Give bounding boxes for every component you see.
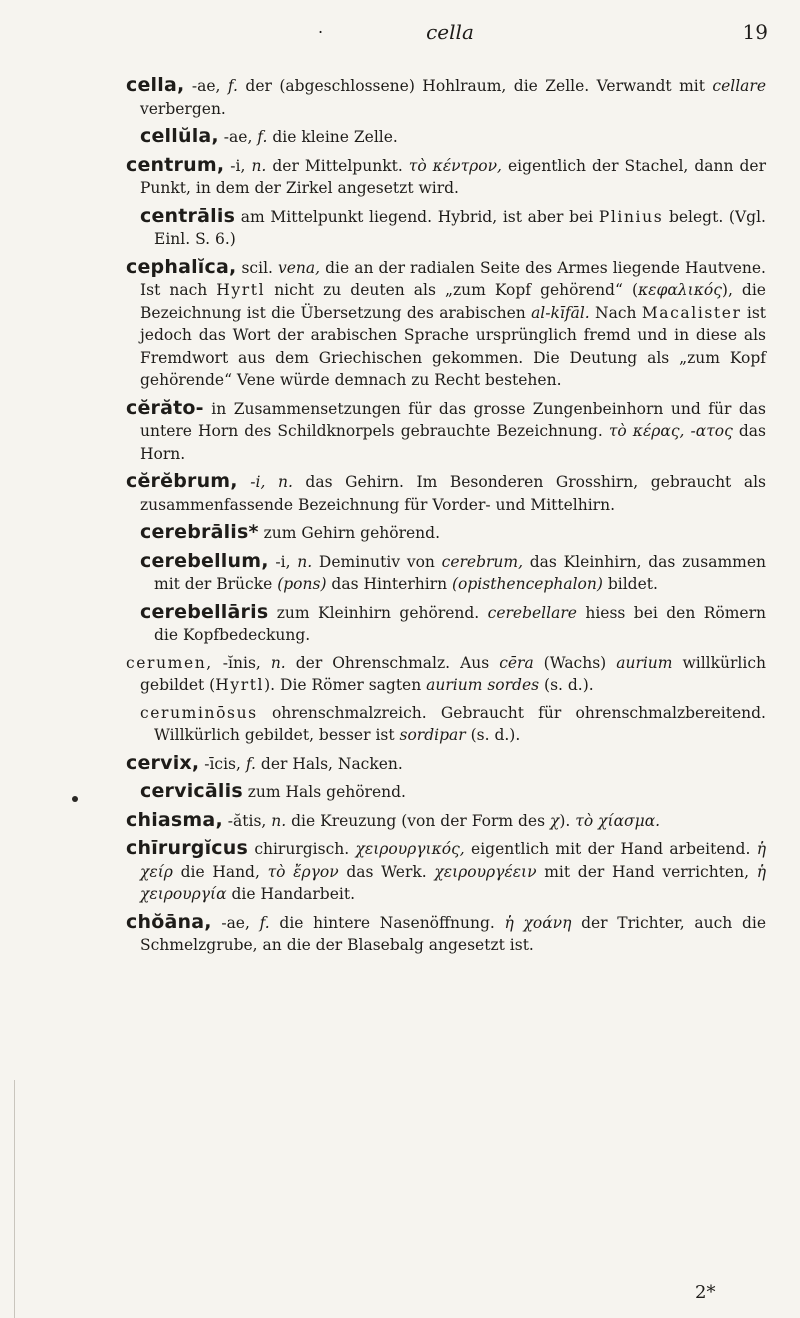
entry-cephalica: cephalĭca, scil. vena, die an der radialen Seite des Armes liegende Hautvene. Ist nach Hyrtl nicht zu deuten als „zum Kopf gehörend“ (κεφαλικός), die Bezeichnung ist die Übersetzung des arabischen al-kīfāl. Nach Macalister ist jedoch das Wort der arabischen Sprache ursprünglich fremd und in diese als Fremdwort aus dem Griechischen gekommen. Die Deutung als „zum Kopf gehörende“ Vene würde demnach zu Recht bestehen. [126, 255, 767, 389]
headword: cerebrālis* [140, 521, 259, 543]
headword: cerebellum, [140, 549, 269, 572]
headword: cephalĭca, [126, 255, 237, 278]
entry-cellula: cellŭla, -ae, f. die kleine Zelle. [140, 125, 398, 147]
entry-cerebralis: cerebrālis* zum Gehirn gehörend. [140, 521, 441, 543]
headword: centrum, [126, 153, 225, 176]
headword: cellŭla, [140, 125, 219, 147]
headword: cĕrĕbrum, [126, 470, 238, 492]
headword: chiasma, [126, 808, 223, 831]
headword: cĕrăto- [126, 396, 204, 419]
entry-cella: cella, -ae, f. der (abgeschlossene) Hohlraum, die Zelle. Verwandt mit cellare verbergen. [126, 74, 766, 118]
running-title: cella [426, 20, 474, 44]
headword: cella, [126, 74, 185, 96]
entry-cerebrum: cĕrĕbrum, -i, n. das Gehirn. Im Besonderen Grosshirn, gebraucht als zusammenfassende Bezeichnung für Vorder- und Mittelhirn. [126, 470, 766, 514]
headword: cerebellāris [140, 600, 269, 623]
entry-chirurgicus: chīrurgĭcus chirurgisch. χειρουργικός, eigentlich mit der Hand arbeitend. ἡ χείρ die Hand, τὸ ἔργον das Werk. χειρουργέειν mit der Hand verrichten, ἡ χειρουργία die Handarbeit. [126, 837, 766, 903]
headword: chīrurgĭcus [126, 837, 248, 859]
entry-chiasma: chiasma, -ătis, n. die Kreuzung (von der Form des χ). τὸ χίασμα. [126, 808, 661, 831]
entry-cerumen: cerumen, -ĭnis, n. der Ohrenschmalz. Aus cēra (Wachs) aurium willkürlich gebildet (Hyrtl). Die Römer sagten aurium sordes (s. d.). [126, 653, 766, 694]
entry-list [126, 74, 766, 962]
headword: ceruminōsus [140, 703, 258, 722]
page-header [132, 20, 768, 52]
headword: cervicālis [140, 780, 243, 802]
header-mark: . [318, 18, 324, 37]
entry-centralis: centrālis am Mittelpunkt liegend. Hybrid, ist aber bei Plinius belegt. (Vgl. Einl. S. 6.) [140, 204, 766, 248]
entry-ceruminosus: ceruminōsus ohrenschmalzreich. Gebraucht für ohrenschmalzbereitend. Willkürlich gebildet, besser ist sordipar (s. d.). [140, 703, 766, 744]
headword: cervix, [126, 751, 200, 774]
entry-centrum: centrum, -i, n. der Mittelpunkt. τὸ κέντρον, eigentlich der Stachel, dann der Punkt, in dem der Zirkel angesetzt wird. [126, 153, 766, 197]
entry-cerebellaris: cerebellāris zum Kleinhirn gehörend. cerebellare hiess bei den Römern die Kopfbedeckung. [140, 600, 766, 644]
entry-cerebellum: cerebellum, -i, n. Deminutiv von cerebrum, das Kleinhirn, das zusammen mit der Brücke (pons) das Hinterhirn (opisthencephalon) bildet. [140, 549, 766, 593]
ink-speck [72, 796, 78, 802]
scan-edge-line [14, 1080, 15, 1318]
signature-mark: 2* [695, 1282, 716, 1303]
headword: chŏāna, [126, 910, 212, 933]
headword: cerumen, [126, 653, 213, 672]
headword: centrālis [140, 204, 236, 227]
entry-choana: chŏāna, -ae, f. die hintere Nasenöffnung. ἡ χοάνη der Trichter, auch die Schmelzgrube, an die der Blasebalg angesetzt ist. [126, 910, 766, 954]
page-number: 19 [742, 20, 768, 44]
entry-cerato: cĕrăto- in Zusammensetzungen für das grosse Zungenbeinhorn und für das untere Horn des Schildknorpels gebrauchte Bezeichnung. τὸ κέρας, -ατος das Horn. [126, 396, 766, 463]
entry-cervix: cervix, -īcis, f. der Hals, Nacken. [126, 751, 403, 774]
entry-cervicalis: cervicālis zum Hals gehörend. [140, 780, 406, 802]
